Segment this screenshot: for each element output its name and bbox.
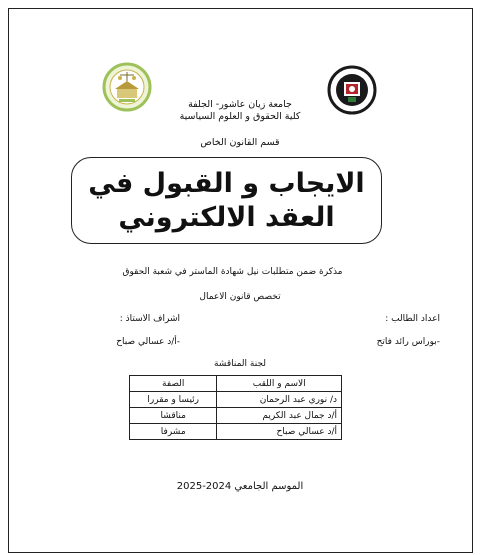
supervisor-label: اشراف الاستاذ : (119, 314, 180, 324)
table-row (130, 392, 342, 408)
thesis-title: الايجاب و القبول في العقد الالكتروني (88, 167, 365, 233)
table-row (130, 424, 342, 440)
member-role: مناقشا (130, 408, 217, 424)
member-name: د/ نوري عبد الرحمان (217, 392, 342, 408)
specialty: تخصص قانون الاعمال (199, 292, 281, 302)
supervisor-name: -أ/د عسالي صباح (116, 337, 180, 347)
title-box (71, 157, 382, 244)
student-label: اعداد الطالب : (385, 314, 440, 324)
thesis-subtitle: مذكرة ضمن متطلبات نيل شهادة الماستر في شعبة الحقوق (122, 267, 343, 277)
page-frame (8, 8, 473, 553)
member-name: أ/د جمال عبد الكريم (217, 408, 342, 424)
academic-year: الموسم الجامعي 2024-2025 (176, 481, 304, 492)
table-row (130, 408, 342, 424)
column-header-name: الاسم و اللقب (217, 376, 342, 392)
department-name: قسم القانون الخاص (200, 137, 280, 148)
member-role: رئيسا و مقررا (130, 392, 217, 408)
university-name: جامعة زيان عاشور- الجلفة (188, 99, 292, 110)
faculty-name: كلية الحقوق و العلوم السياسية (179, 111, 301, 122)
student-name: -بوراس رائد فاتح (376, 337, 440, 347)
committee-title: لجنة المناقشة (213, 359, 266, 369)
column-header-role: الصفة (130, 376, 217, 392)
jury-table (129, 375, 342, 440)
member-role: مشرفا (130, 424, 217, 440)
member-name: أ/د عسالي صباح (217, 424, 342, 440)
table-header-row (130, 376, 342, 392)
